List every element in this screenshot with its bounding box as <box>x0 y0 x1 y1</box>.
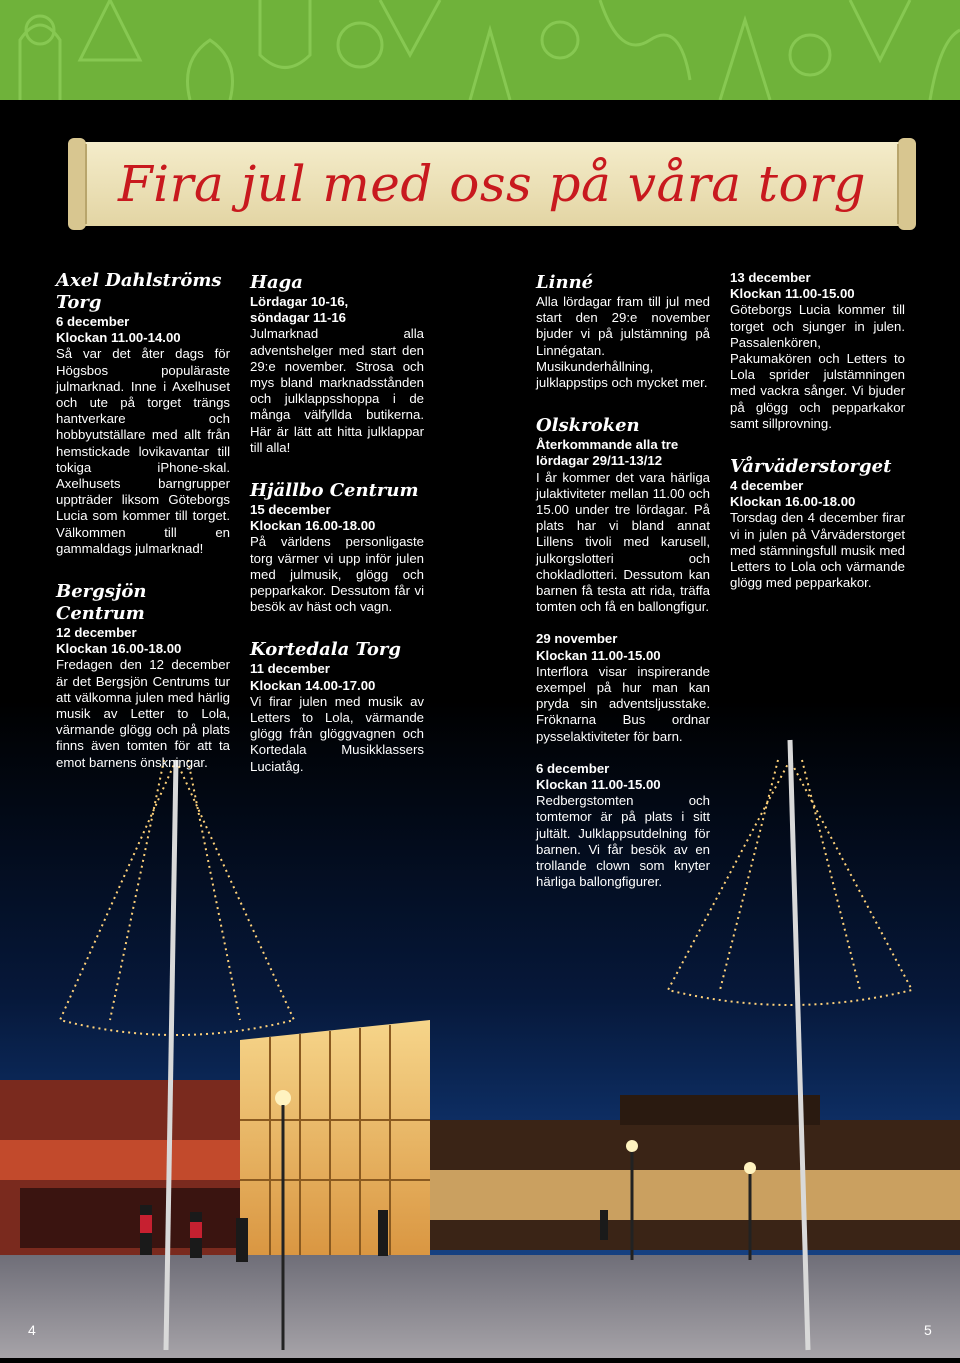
event-description: På världens personligaste torg värmer vi upp inför julen med julmusik, glögg och pepparkakor. Dessutom får vi besök av häst och vagn. <box>250 534 424 615</box>
event-time: söndagar 11-16 <box>250 310 347 326</box>
event-title: Linné <box>536 272 594 293</box>
christmas-square-photo <box>0 700 960 1358</box>
column-4 <box>730 270 905 591</box>
event-date: Återkommande alla tre <box>536 437 679 453</box>
event-bergsjon-centrum <box>56 581 230 771</box>
event-kortedala-torg <box>250 639 424 774</box>
event-description: Göteborgs Lucia kommer till torget och sjunger in julen. Passalenkören, Pakumakören och Letters to Lola sprider julstämningen med vackra sånger. Vi bjuder på glögg och pepparkakor samt sillprovning. <box>730 302 905 431</box>
event-description: Interflora visar inspirerande exempel på hur man kan pryda sin adventsljusstake. Fröknarna Bus ordnar pysselaktiviteter för barn. <box>536 663 710 744</box>
ornament-pattern <box>0 0 960 100</box>
column-3 <box>536 272 710 891</box>
event-olskroken <box>536 415 710 615</box>
event-date: 11 december <box>250 661 330 677</box>
event-haga <box>250 272 424 456</box>
event-varvaderstorget <box>730 456 905 591</box>
event-title: Olskroken <box>536 415 640 437</box>
event-axel-dahlstroms-torg <box>56 270 230 557</box>
event-description: Fredagen den 12 december är det Bergsjön Centrums tur att välkomna julen med härlig musik av Letter to Lola, värmande glögg och på plats finns även tomten för att ta emot barnens önskningar. <box>56 657 230 770</box>
event-date: 12 december <box>56 625 137 641</box>
event-date: 6 december <box>536 760 610 776</box>
event-olskroken-13-dec <box>730 270 905 432</box>
event-description: Julmarknad alla adventshelger med start den 29:e november. Strosa och mys bland marknadsstånden och julklappsshoppa i de många välfyllda butikerna. Här är lätt att hitta julklappar till alla! <box>250 326 424 455</box>
event-title: Vårväderstorget <box>730 456 892 478</box>
event-date: Lördagar 10-16, <box>250 294 349 309</box>
column-1 <box>56 270 230 771</box>
event-title: Kortedala Torg <box>250 639 401 661</box>
event-title: Bergsjön Centrum <box>56 581 147 625</box>
event-linne <box>536 272 710 391</box>
event-time: lördagar 29/11-13/12 <box>536 453 663 469</box>
event-time: Klockan 11.00-15.00 <box>730 286 855 302</box>
event-description: Så var det åter dags för Högsbos populäraste julmarknad. Inne i Axelhuset och ute på torget trängs hantverkare och hobbyutställare med allt från hemstickade lovikavantar till tokiga iPhone-skal. Axelhusets barngrupper uppträder liksom Göteborgs Lucia som kommer till torget. Välkommen till en gammaldags julmarknad! <box>56 346 230 556</box>
event-date: 13 december <box>730 270 811 285</box>
event-date: 29 november <box>536 631 618 647</box>
event-time: Klockan 11.00-15.00 <box>536 647 661 663</box>
night-plaza-illustration <box>0 700 960 1358</box>
decorative-header-band <box>0 0 960 100</box>
event-olskroken-6-dec <box>536 761 710 891</box>
event-hjallbo-centrum <box>250 480 424 615</box>
event-description: Alla lördagar fram till jul med start den 29:e november bjuder vi på julstämning på Linnégatan. Musikunderhållning, julklappstips och mycket mer. <box>536 294 710 391</box>
event-description: Torsdag den 4 december firar vi in julen på Vårväderstorget med stämningsfull musik med Letters to Lola och värmande glögg med pepparkakor. <box>730 510 905 591</box>
page-number-right: 5 <box>924 1322 932 1338</box>
event-title: Hjällbo Centrum <box>250 480 419 502</box>
column-2 <box>250 272 424 775</box>
event-time: Klockan 16.00-18.00 <box>56 641 182 657</box>
event-title: Haga <box>250 272 303 293</box>
title-banner <box>68 136 916 232</box>
event-title: Axel Dahlströms Torg <box>56 270 222 313</box>
event-time: Klockan 16.00-18.00 <box>730 494 856 510</box>
page-number-left: 4 <box>28 1322 36 1338</box>
event-description: Redbergstomten och tomtemor är på plats i sitt jultält. Julklappsutdelning för barnen. Vi får besök av en trollande clown som knyter härliga ballongfigurer. <box>536 793 710 890</box>
event-date: 4 december <box>730 478 804 494</box>
event-description: Vi firar julen med musik av Letters to Lola, värmande glögg från glöggvagnen och Kortedala Musikklassers Luciatåg. <box>250 693 424 774</box>
event-time: Klockan 11.00-14.00 <box>56 330 181 346</box>
event-date: 6 december <box>56 314 130 329</box>
page-title: Fira jul med oss på våra torg <box>117 155 867 213</box>
event-date: 15 december <box>250 502 331 518</box>
event-time: Klockan 16.00-18.00 <box>250 518 376 534</box>
event-olskroken-29-nov <box>536 631 710 744</box>
event-time: Klockan 11.00-15.00 <box>536 777 661 793</box>
event-time: Klockan 14.00-17.00 <box>250 677 376 693</box>
event-description: I år kommer det vara härliga julaktiviteter mellan 11.00 och 15.00 under tre lördagar. På plats har vi bland annat Lillens tivoli med karusell, julkorgslotteri och chokladlotteri. Dessutom kan barnen få testa att rida, träffa tomten och få en ballongfigur. <box>536 469 710 615</box>
